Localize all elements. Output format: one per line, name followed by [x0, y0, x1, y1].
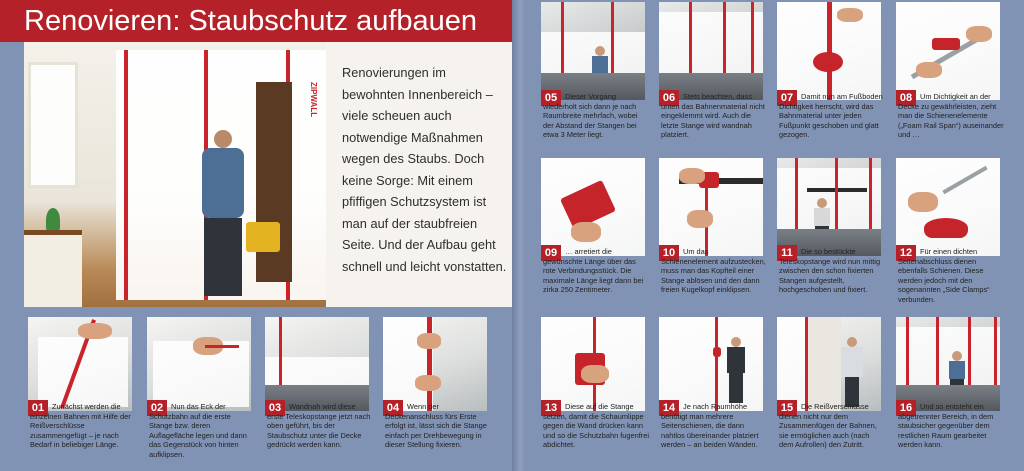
- step-number: 12: [896, 245, 916, 261]
- step-number: 01: [28, 400, 48, 416]
- step-number: 02: [147, 400, 167, 416]
- step-number: 03: [265, 400, 285, 416]
- step-caption: Nun das Eck der Schutzbahn auf die erste Stange bzw. deren Auflagefläche legen und dann das Gegenstück von hinten aufklipsen.: [149, 402, 247, 459]
- step-number: 09: [541, 245, 561, 261]
- step-photo-09: [541, 158, 645, 256]
- person-torso: [202, 148, 244, 218]
- step-caption: Um das Schienenelement aufzustecken, muss man das Kopfteil einer Stange ablösen und den dann freien Kugelkopf einklipsen.: [661, 247, 766, 295]
- step-caption: Um Dichtigkeit an der Decke zu gewährleisten, zieht man die Schienenelemente („Foam Rail Span“) auseinander und …: [898, 92, 1004, 140]
- step-caption: Wenn der Deckenanschluss fürs Erste erfolgt ist, lässt sich die Stange einfach per Drehbewegung in dieser Stellung fixieren.: [385, 402, 487, 450]
- window-illustration: [28, 62, 78, 188]
- step-photo-03: [265, 317, 369, 411]
- step-photo-12: [896, 158, 1000, 256]
- step-caption: Stets beachten, dass unten das Bahnenmaterial nicht eingeklemmt wird. Auch die letzte Stange wird wandnah platziert.: [661, 92, 765, 140]
- step-photo-05: [541, 2, 645, 100]
- step-photo-13: [541, 317, 645, 411]
- doorway-illustration: [256, 82, 292, 282]
- step-photo-04: [383, 317, 487, 411]
- step-number: 11: [777, 245, 797, 261]
- step-number: 16: [896, 400, 916, 416]
- step-photo-11: [777, 158, 881, 256]
- person-legs: [204, 218, 242, 296]
- step-number: 06: [659, 90, 679, 106]
- step-photo-10: [659, 158, 763, 256]
- step-number: 15: [777, 400, 797, 416]
- plant-illustration: [46, 208, 60, 232]
- step-caption: Die so bestückte Teleskopstange wird nun mittig zwischen den schon fixierten Stangen aufgestellt, hochgeschoben und fixiert.: [779, 247, 881, 295]
- step-caption: … arretiert die gewünschte Länge über das rote Verbindungsstück. Die maximale Länge liegt dann bei zirka 250 Zentimeter.: [543, 247, 644, 295]
- step-number: 10: [659, 245, 679, 261]
- brand-logo: ZIPWALL: [309, 82, 318, 118]
- step-caption: Je nach Raumhöhe benötigt man mehrere Seitenschienen, die dann nahtlos übereinander platziert werden – an beiden Wänden.: [661, 402, 759, 450]
- step-caption: Zunächst werden die einzelnen Bahnen mit Hilfe der Reißverschlüsse zusammengefügt – je nach Bedarf in beliebiger Länge.: [30, 402, 131, 450]
- hero-photo: [24, 42, 512, 307]
- step-number: 13: [541, 400, 561, 416]
- step-photo-01: [28, 317, 132, 411]
- step-photo-06: [659, 2, 763, 100]
- step-number: 04: [383, 400, 403, 416]
- page-gutter: [512, 0, 526, 471]
- step-number: 14: [659, 400, 679, 416]
- cabinet-illustration: [24, 230, 82, 307]
- step-photo-07: [777, 2, 881, 100]
- toolbox-illustration: [246, 222, 280, 252]
- intro-panel: [326, 42, 512, 307]
- step-photo-15: [777, 317, 881, 411]
- step-caption: Wandnah wird diese erste Teleskopstange jetzt nach oben geführt, bis der Staubschutz unter die Decke gedrückt werden kann.: [267, 402, 371, 450]
- step-photo-14: [659, 317, 763, 411]
- step-photo-16: [896, 317, 1000, 411]
- step-caption: Dieser Vorgang wiederholt sich dann je nach Raumbreite mehrfach, wobei der Abstand der Stangen bei etwa 3 Meter liegt.: [543, 92, 638, 140]
- step-caption: Damit nun am Fußboden Dichtigkeit herrscht, wird das Bahnmaterial unter jeden Fußpunkt geschoben und glatt gezogen.: [779, 92, 883, 140]
- step-caption: Diese auf die Stange setzen, damit die Schaumlippe gegen die Wand drücken kann und so die Schutzbahn fugenfrei abdichtet.: [543, 402, 650, 450]
- step-photo-02: [147, 317, 251, 411]
- step-caption: Die Reißverschlüsse dienen nicht nur dem Zusammenfügen der Bahnen, sie ermöglichen auch (nach dem Aufrollen) den Zutritt.: [779, 402, 877, 450]
- step-photo-08: [896, 2, 1000, 100]
- step-caption: Für einen dichten Seitenabschluss dienen ebenfalls Schienen. Diese werden jedoch mit den sogenannten „Side Clamps“ verbunden.: [898, 247, 990, 304]
- step-number: 07: [777, 90, 797, 106]
- page-title: Renovieren: Staubschutz aufbauen: [24, 5, 478, 37]
- person-head: [214, 130, 232, 148]
- step-number: 05: [541, 90, 561, 106]
- pole-illustration: [124, 50, 128, 300]
- step-caption: Und so entsteht ein abgetrennter Bereich, in dem staubsicher gegenüber dem restlichen Raum gearbeitet werden kann.: [898, 402, 994, 450]
- step-number: 08: [896, 90, 916, 106]
- intro-text: Renovierungen im bewohnten Innenbereich – viele scheuen auch notwendige Maßnahmen wegen des Staubs. Doch keine Sorge: Mit einem pfiffigen Schutzsystem ist man auf der staubfreien Seite. Und der Aufbau geht schnell und leicht vonstatten.: [342, 65, 507, 274]
